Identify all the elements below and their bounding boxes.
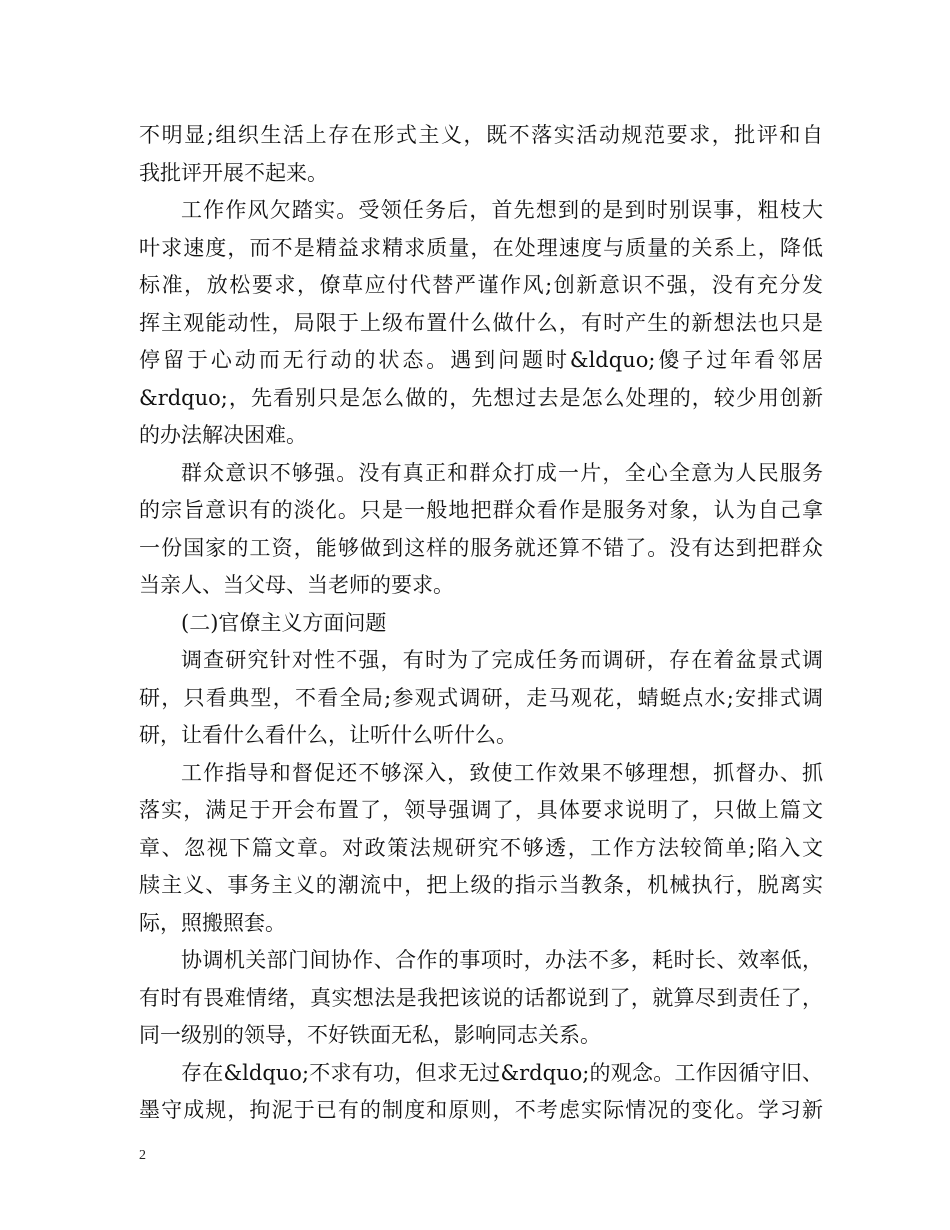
body-line: 章、忽视下篇文章。对政策法规研究不够透，工作方法较简单;陷入文 [139,835,823,860]
document-body [139,117,823,1130]
body-line: 同一级别的领导，不好铁面无私，影响同志关系。 [139,1023,601,1047]
body-line: 际，照搬照套。 [139,910,286,935]
body-line: 工作指导和督促还不够深入，致使工作效果不够理想，抓督办、抓 [181,760,823,785]
body-line: 调查研究针对性不强，有时为了完成任务而调研，存在着盆景式调 [181,648,823,672]
body-line: 研，只看典型，不看全局;参观式调研，走马观花，蜻蜓点水;安排式调 [139,685,823,710]
page-number: 2 [139,1148,146,1163]
body-line: 研，让看什么看什么，让听什么听什么。 [139,723,517,747]
body-line: 标准，放松要求，僚草应付代替严谨作风;创新意识不强，没有充分发 [139,273,823,297]
body-line: 工作作风欠踏实。受领任务后，首先想到的是到时别误事，粗枝大 [181,198,823,222]
body-line: 当亲人、当父母、当老师的要求。 [139,573,454,597]
section-heading: (二)官僚主义方面问题 [181,610,387,635]
body-line: 有时有畏难情绪，真实想法是我把该说的话都说到了，就算尽到责任了， [139,985,823,1010]
body-line: 落实，满足于开会布置了，领导强调了，具体要求说明了，只做上篇文 [139,798,823,822]
body-line: 不明显;组织生活上存在形式主义，既不落实活动规范要求，批评和自 [139,123,823,147]
body-line: 存在&ldquo;不求有功，但求无过&rdquo;的观念。工作因循守旧、 [181,1060,823,1085]
body-line: 牍主义、事务主义的潮流中，把上级的指示当教条，机械执行，脱离实 [139,873,823,897]
body-line: 墨守成规，拘泥于已有的制度和原则，不考虑实际情况的变化。学习新 [139,1098,823,1122]
body-line: 的宗旨意识有的淡化。只是一般地把群众看作是服务对象，认为自己拿 [139,498,823,522]
body-line: 的办法解决困难。 [139,423,307,447]
body-line: 停留于心动而无行动的状态。遇到问题时&ldquo;傻子过年看邻居 [139,348,823,372]
body-line: &rdquo;，先看别只是怎么做的，先想过去是怎么处理的，较少用创新 [139,385,823,410]
body-line: 挥主观能动性，局限于上级布置什么做什么，有时产生的新想法也只是 [139,310,823,335]
body-line: 一份国家的工资，能够做到这样的服务就还算不错了。没有达到把群众 [139,535,823,560]
body-line: 我批评开展不起来。 [139,160,328,185]
body-line: 叶求速度，而不是精益求精求质量，在处理速度与质量的关系上，降低 [139,235,823,260]
body-line: 协调机关部门间协作、合作的事项时，办法不多，耗时长、效率低， [181,948,823,972]
body-line: 群众意识不够强。没有真正和群众打成一片，全心全意为人民服务 [181,460,823,485]
